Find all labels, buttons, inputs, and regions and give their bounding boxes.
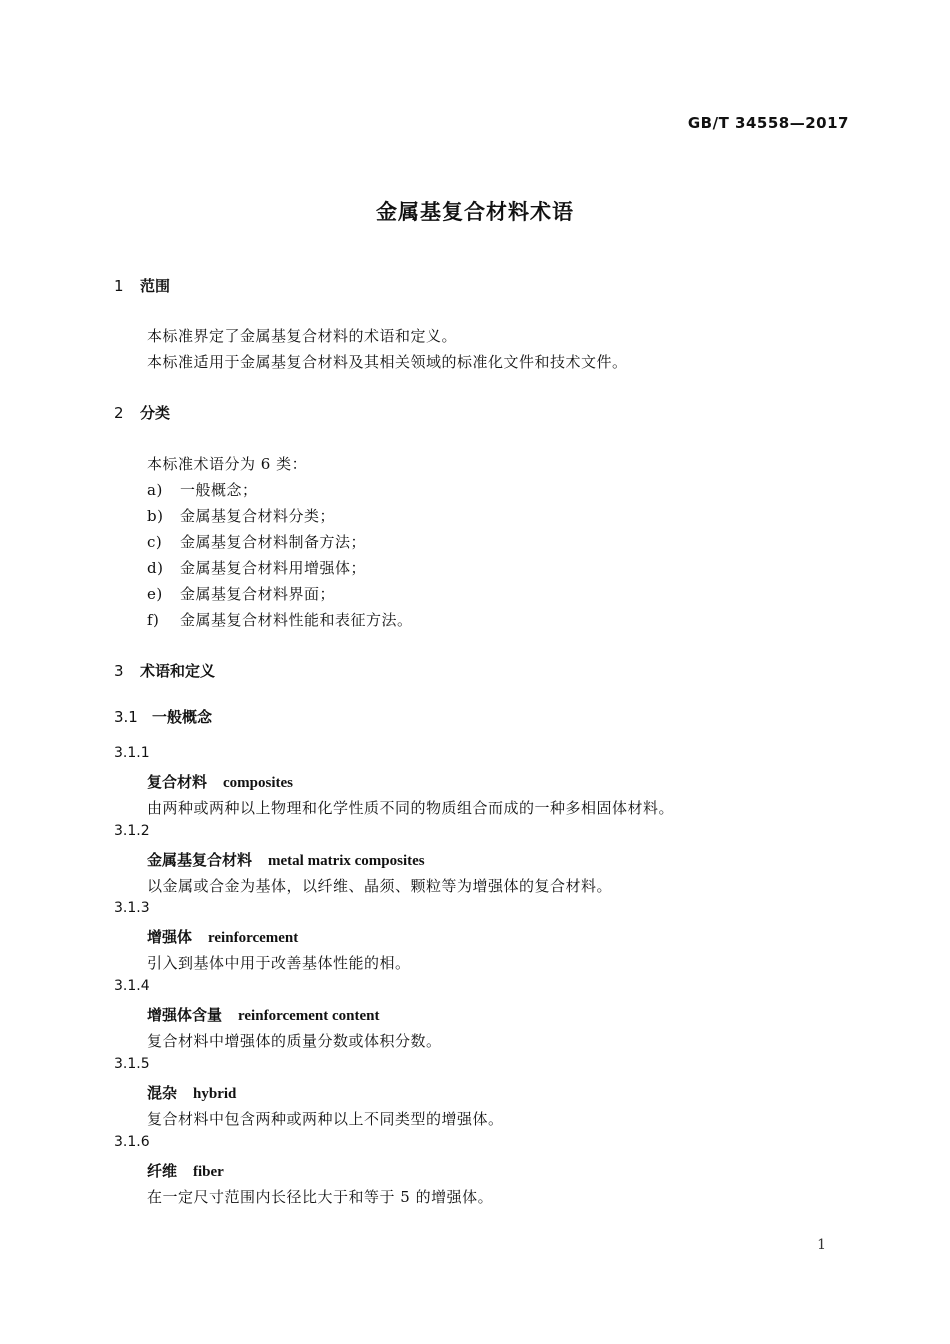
list-text: 金属基复合材料制备方法；: [180, 533, 367, 551]
term-zh: 混杂: [147, 1084, 178, 1102]
list-label: c): [147, 533, 163, 551]
list-text: 金属基复合材料分类；: [180, 507, 336, 525]
term-number: 3.1.6: [114, 1134, 150, 1150]
list-label: e): [147, 585, 163, 603]
list-text: 金属基复合材料界面；: [180, 585, 336, 603]
term-number: 3.1.1: [114, 745, 150, 761]
subsection-3-1-heading: [114, 706, 212, 727]
term-number: 3.1.4: [114, 978, 150, 994]
list-label: a): [147, 481, 163, 499]
term-definition: 在一定尺寸范围内长径比大于和等于 5 的增强体。: [147, 1188, 494, 1206]
term-zh: 纤维: [147, 1162, 178, 1180]
standard-code: GB/T 34558—2017: [687, 114, 849, 132]
section-3-heading: [114, 660, 215, 681]
term-definition: 以金属或合金为基体，以纤维、晶须、颗粒等为增强体的复合材料。: [147, 877, 613, 895]
term-number: 3.1.3: [114, 900, 150, 916]
section-2-heading: [114, 402, 170, 423]
list-item: [147, 505, 335, 526]
term-definition: 引入到基体中用于改善基体性能的相。: [147, 954, 411, 972]
list-item: [147, 531, 366, 552]
term-en: metal matrix composites: [268, 853, 425, 869]
term-heading: [147, 1004, 380, 1025]
list-label: b): [147, 507, 164, 525]
term-en: reinforcement: [208, 930, 299, 946]
term-en: reinforcement content: [238, 1008, 380, 1024]
term-heading: [147, 771, 293, 792]
term-heading: [147, 1082, 236, 1103]
term-zh: 金属基复合材料: [147, 851, 253, 869]
list-label: d): [147, 559, 164, 577]
term-en: fiber: [193, 1164, 224, 1180]
list-item: [147, 609, 413, 630]
paragraph: 本标准界定了金属基复合材料的术语和定义。: [147, 327, 458, 345]
list-item: [147, 583, 335, 604]
term-en: hybrid: [193, 1086, 237, 1102]
page-number: 1: [817, 1237, 826, 1253]
section-number: 1: [114, 277, 124, 295]
list-text: 金属基复合材料性能和表征方法。: [180, 611, 413, 629]
section-number: 3: [114, 662, 124, 680]
term-number: 3.1.5: [114, 1056, 150, 1072]
section-title: 术语和定义: [140, 662, 216, 680]
term-definition: 复合材料中包含两种或两种以上不同类型的增强体。: [147, 1110, 504, 1128]
section-number: 3.1: [114, 708, 138, 726]
list-text: 一般概念；: [180, 481, 258, 499]
term-number: 3.1.2: [114, 823, 150, 839]
term-definition: 由两种或两种以上物理和化学性质不同的物质组合而成的一种多相固体材料。: [147, 799, 675, 817]
term-definition: 复合材料中增强体的质量分数或体积分数。: [147, 1032, 442, 1050]
term-zh: 增强体: [147, 928, 193, 946]
term-heading: [147, 849, 425, 870]
list-text: 金属基复合材料用增强体；: [180, 559, 367, 577]
list-item: [147, 557, 366, 578]
list-item: [147, 479, 258, 500]
section-number: 2: [114, 404, 124, 422]
term-heading: [147, 1160, 224, 1181]
paragraph: 本标准适用于金属基复合材料及其相关领域的标准化文件和技术文件。: [147, 353, 628, 371]
term-zh: 复合材料: [147, 773, 208, 791]
term-en: composites: [223, 775, 294, 791]
section-title: 一般概念: [152, 708, 213, 726]
section-title: 分类: [140, 404, 171, 422]
term-heading: [147, 926, 298, 947]
paragraph: 本标准术语分为 6 类：: [147, 455, 308, 473]
list-label: f): [147, 611, 160, 629]
section-title: 范围: [140, 277, 171, 295]
document-title: 金属基复合材料术语: [376, 200, 574, 224]
section-1-heading: [114, 275, 170, 296]
term-zh: 增强体含量: [147, 1006, 223, 1024]
